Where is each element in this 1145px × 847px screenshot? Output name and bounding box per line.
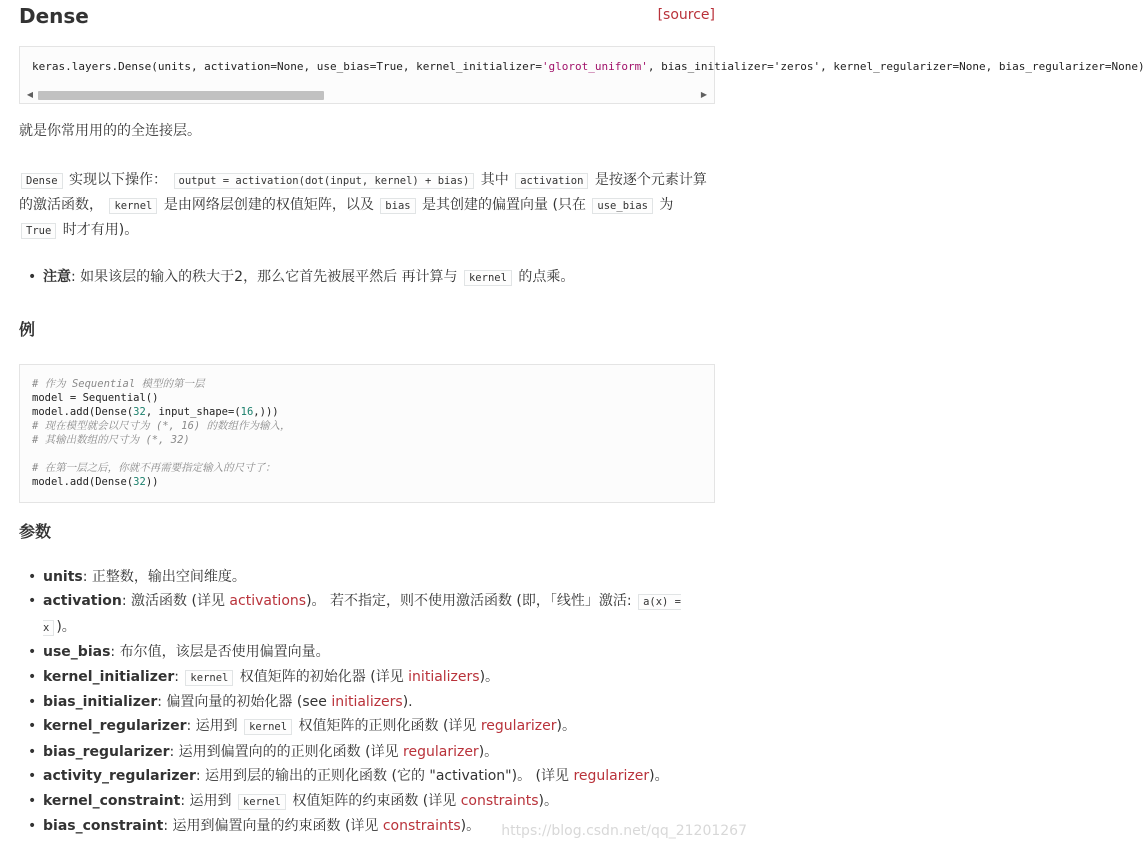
param-units: • units: 正整数，输出空间维度。 <box>19 565 715 589</box>
signature-code-block <box>19 46 1145 104</box>
watermark: https://blog.csdn.net/qq_21201267 <box>501 823 747 839</box>
params-list <box>19 565 715 838</box>
code-kernel: kernel <box>109 198 157 214</box>
activations-link[interactable]: activations <box>229 593 307 610</box>
code-kernel-note: kernel <box>464 270 512 286</box>
code-kernel: kernel <box>185 670 233 686</box>
param-activity-regularizer: • activity_regularizer: 运用到层的输出的正则化函数 (它的 "activation")。 (详见 regularizer)。 <box>19 764 715 788</box>
code-use-bias: use_bias <box>592 198 653 214</box>
source-link[interactable]: [source] <box>657 7 715 23</box>
code-kernel: kernel <box>238 794 286 810</box>
scroll-left-icon[interactable]: ◀ <box>26 90 34 99</box>
param-kernel-regularizer: • kernel_regularizer: 运用到 kernel 权值矩阵的正则化函数 (详见 regularizer)。 <box>19 714 715 739</box>
param-kernel-constraint: • kernel_constraint: 运用到 kernel 权值矩阵的约束函数 (详见 constraints)。 <box>19 789 715 814</box>
scroll-right-icon[interactable]: ▶ <box>700 90 708 99</box>
code-dense: Dense <box>21 173 63 189</box>
param-kernel-initializer: • kernel_initializer: kernel 权值矩阵的初始化器 (详见 initializers)。 <box>19 665 715 690</box>
constraints-link[interactable]: constraints <box>382 818 461 835</box>
code-bias: bias <box>380 198 415 214</box>
constraints-link[interactable]: constraints <box>460 792 539 809</box>
params-heading: 参数 <box>19 522 52 541</box>
regularizer-link[interactable]: regularizer <box>403 743 479 760</box>
param-bias-regularizer: • bias_regularizer: 运用到偏置向的的正则化函数 (详见 regularizer)。 <box>19 740 715 764</box>
signature-line: keras.layers.Dense(units, activation=None, use_bias=True, kernel_initializer='glorot_uniform', bias_initializer='zeros', kernel_regularizer=None, bias_regularizer=None) <box>32 60 1145 73</box>
code-output: output = activation(dot(input, kernel) + bias) <box>174 173 475 189</box>
initializers-link[interactable]: initializers <box>331 694 403 711</box>
example-code-block <box>19 364 715 503</box>
intro-text: 就是你常用用的的全连接层。 <box>19 123 201 139</box>
horizontal-scrollbar[interactable] <box>24 88 710 102</box>
code-activation: activation <box>515 173 588 189</box>
param-bias-initializer: • bias_initializer: 偏置向量的初始化器 (see initializers). <box>19 690 715 714</box>
title-row <box>19 4 715 32</box>
code-kernel: kernel <box>244 719 292 735</box>
example-code: # 作为 Sequential 模型的第一层 model = Sequential() model.add(Dense(32, input_shape=(16,))) # 现在模型就会以尺寸为 (*, 16) 的数组作为输入， # 其输出数组的尺寸为 (*, 32) # 在第一层之后，你就不再需要指定输入的尺寸了： model.add(Dense(32)) <box>32 378 291 488</box>
scroll-thumb[interactable] <box>38 91 324 100</box>
param-activation: • activation: 激活函数 (详见 activations)。 若不指定，则不使用激活函数 (即，「线性」激活: a(x) = x )。 <box>19 589 715 640</box>
code-true: True <box>21 223 56 239</box>
note-list <box>19 265 715 290</box>
param-bias-constraint: • bias_constraint: 运用到偏置向量的约束函数 (详见 constraints)。 <box>19 814 715 838</box>
param-use-bias: • use_bias: 布尔值，该层是否使用偏置向量。 <box>19 640 715 664</box>
code-linear: a(x) = x <box>43 596 681 634</box>
regularizer-link[interactable]: regularizer <box>480 718 557 735</box>
note-item: • 注意: 如果该层的输入的秩大于2，那么它首先被展平然后 再计算与 kernel 的点乘。 <box>19 265 715 290</box>
example-heading: 例 <box>19 320 36 339</box>
description-paragraph: Dense 实现以下操作： output = activation(dot(input, kernel) + bias) 其中 activation 是按逐个元素计算的激活函数， kernel 是由网络层创建的权值矩阵，以及 bias 是其创建的偏置向量 (只在 use_bias 为 True 时才有用)。 <box>19 172 707 238</box>
page-title: Dense <box>19 4 89 28</box>
initializers-link[interactable]: initializers <box>408 668 480 685</box>
regularizer-link[interactable]: regularizer <box>573 768 650 785</box>
